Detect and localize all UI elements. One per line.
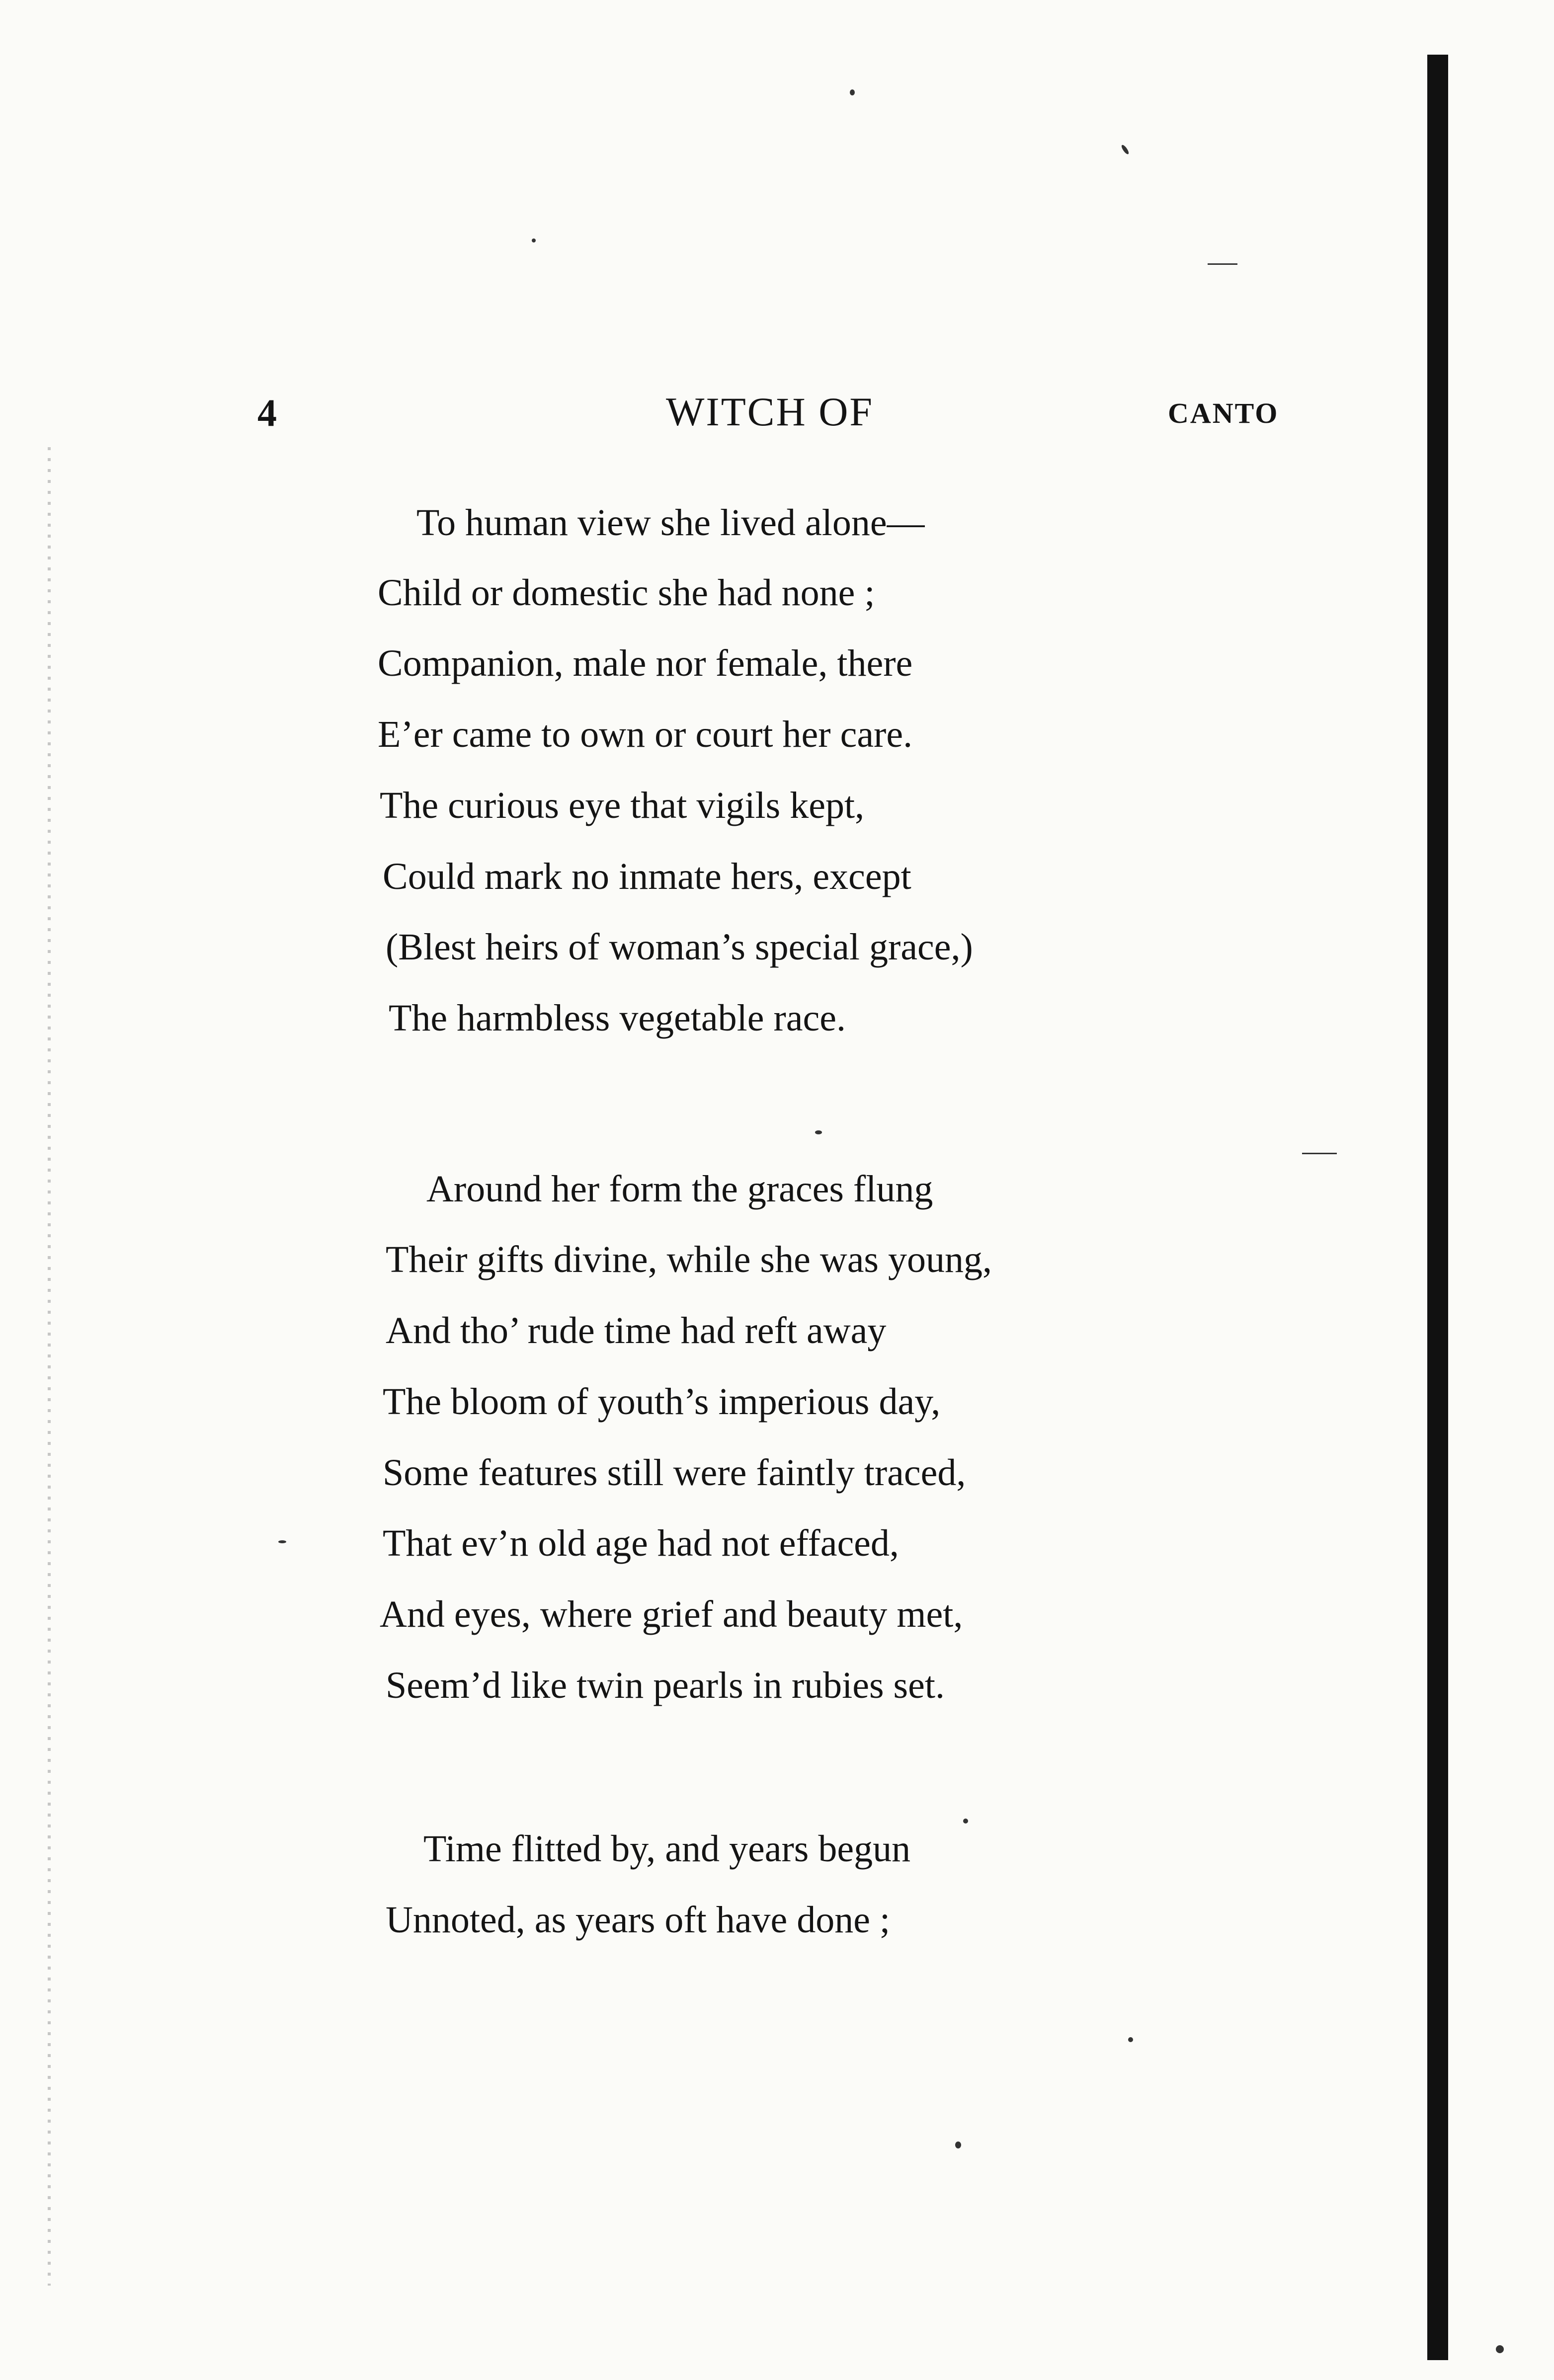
verse-line: The curious eye that vigils kept,: [380, 785, 865, 826]
verse-line: The harmbless vegetable race.: [389, 997, 846, 1039]
page-edge-shadow: [48, 447, 51, 2286]
running-section: CANTO: [1168, 397, 1279, 429]
verse-line: To human view she lived alone—: [416, 502, 925, 544]
verse-line: And tho’ rude time had reft away: [386, 1310, 887, 1351]
verse-line: Around her form the graces flung: [426, 1168, 933, 1210]
verse-line: That ev’n old age had not effaced,: [383, 1522, 899, 1564]
verse-line: E’er came to own or court her care.: [378, 714, 913, 755]
verse-line: Child or domestic she had none ;: [378, 572, 875, 614]
scan-speck: [1120, 144, 1130, 156]
scan-speck: [963, 1819, 968, 1824]
scan-speck: [1496, 2345, 1504, 2353]
verse-line: Unnoted, as years oft have done ;: [386, 1899, 891, 1941]
running-header: [0, 383, 1554, 442]
verse-line: Companion, male nor female, there: [378, 642, 913, 684]
verse-line: Their gifts divine, while she was young,: [386, 1239, 992, 1280]
page-number: 4: [257, 391, 277, 434]
verse-line: Time flitted by, and years begun: [423, 1828, 911, 1870]
scan-speck: [955, 2142, 961, 2148]
scan-speck: [850, 89, 855, 95]
verse-line: And eyes, where grief and beauty met,: [380, 1593, 963, 1635]
verse-line: Some features still were faintly traced,: [383, 1452, 966, 1494]
scan-speck: [1128, 2037, 1133, 2042]
verse-line: Could mark no inmate hers, except: [383, 856, 911, 897]
verse-line: (Blest heirs of woman’s special grace,): [386, 926, 973, 968]
scan-speck: [532, 238, 536, 242]
running-title: WITCH OF: [666, 389, 874, 434]
scan-speck: [1208, 263, 1237, 265]
scan-speck: [278, 1540, 286, 1543]
verse-line: Seem’d like twin pearls in rubies set.: [386, 1665, 945, 1706]
verse-line: The bloom of youth’s imperious day,: [383, 1381, 941, 1423]
scan-speck: [815, 1130, 822, 1134]
scan-speck: [1302, 1153, 1337, 1154]
